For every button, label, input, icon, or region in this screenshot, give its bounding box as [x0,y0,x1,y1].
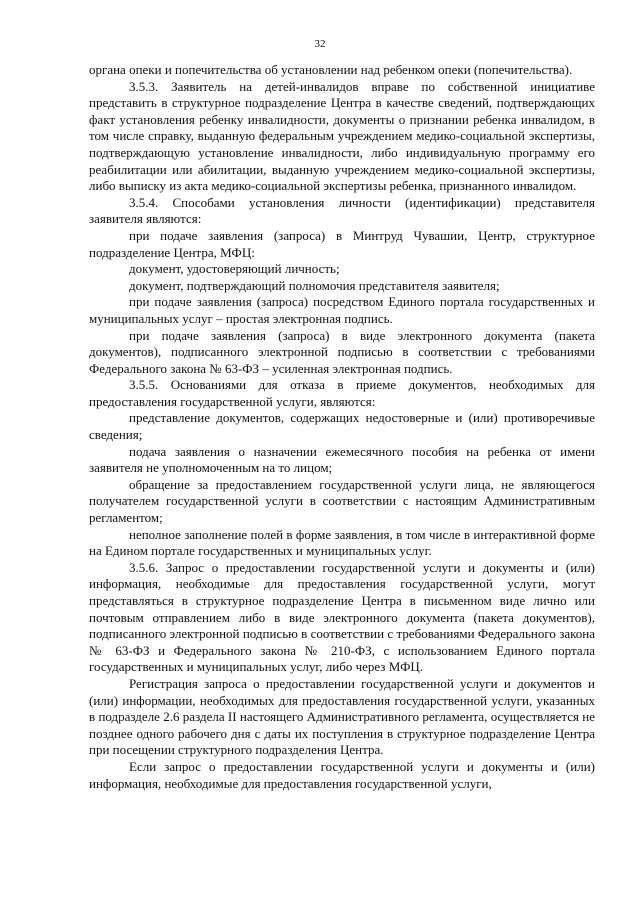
paragraph: документ, удостоверяющий личность; [129,261,340,277]
document-body [89,62,595,792]
paragraph: Регистрация запроса о предоставлении государственной услуги и документов и (или) информации, необходимых для предоставления государственной услуги, указанных в подразделе 2.6 раздела II настоящего Административного регламента, осуществляется не позднее одного рабочего дня с даты их поступления в структурное подразделение Центра при посещении структурного подразделения Центра. [89,675,595,758]
page-number: 32 [314,38,326,50]
paragraph: неполное заполнение полей в форме заявления, в том числе в интерактивной форме на Едином портале государственных и муниципальных услуг. [89,526,595,559]
paragraph: при подаче заявления (запроса) в Минтруд Чувашии, Центр, структурное подразделение Центра, МФЦ: [89,227,595,260]
paragraph: 3.5.4. Способами установления личности (идентификации) представителя заявителя являются: [89,194,595,227]
paragraph: представление документов, содержащих недостоверные и (или) противоречивые сведения; [89,410,595,443]
paragraph: документ, подтверждающий полномочия представителя заявителя; [129,277,500,293]
paragraph: обращение за предоставлением государственной услуги лица, не являющегося получателем государственной услуги в соответствии с настоящим Административным регламентом; [89,476,595,526]
paragraph: 3.5.5. Основаниями для отказа в приеме документов, необходимых для предоставления государственной услуги, являются: [89,377,595,409]
paragraph: при подаче заявления (запроса) посредством Единого портала государственных и муниципальных услуг – простая электронная подпись. [89,294,595,326]
paragraph: 3.5.6. Запрос о предоставлении государственной услуги и документы и (или) информация, необходимые для предоставления государственной услуги, могут представляться в структурное подразделение Центра в письменном виде лично или почтовым отправлением либо в виде электронного документа (пакета документов), подписанного электронной подписью в соответствии с требованиями Федерального закона № 63-ФЗ и Федерального закона № 210-ФЗ, с использованием Единого портала государственных и муниципальных услуг, либо через МФЦ. [89,559,595,675]
paragraph: подача заявления о назначении ежемесячного пособия на ребенка от имени заявителя не уполномоченным на то лицом; [89,443,595,476]
paragraph: органа опеки и попечительства об установлении над ребенком опеки (попечительства). [89,62,573,77]
paragraph: при подаче заявления (запроса) в виде электронного документа (пакета документов), подписанного электронной подписью в соответствии с требованиями Федерального закона № 63-ФЗ – усиленная электронная подпись. [89,327,595,376]
paragraph: Если запрос о предоставлении государственной услуги и документы и (или) информация, необходимые для предоставления государственной услуги, [89,758,595,791]
paragraph: 3.5.3. Заявитель на детей-инвалидов вправе по собственной инициативе представить в структурное подразделение Центра в качестве сведений, подтверждающих факт установления ребенку инвалидности, документы о признании ребенка инвалидом, в том числе справку, выданную федеральным учреждением медико-социальной экспертизы, подтверждающую установление инвалидности, либо индивидуальную программу его реабилитации или абилитации, выданную учреждением медико-социальной экспертизы, либо выписку из акта медико-социальной экспертизы ребенка, признанного инвалидом. [89,78,595,194]
